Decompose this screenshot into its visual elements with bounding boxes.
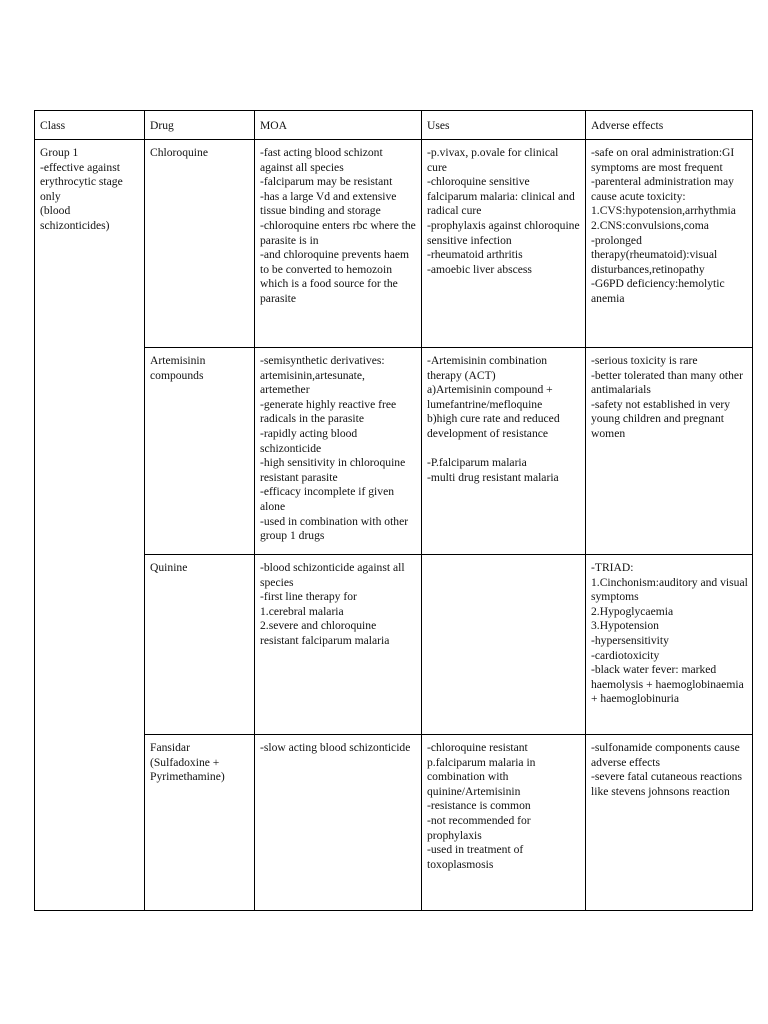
- header-uses: Uses: [422, 111, 586, 140]
- adverse-effects-cell: -TRIAD: 1.Cinchonism:auditory and visual symptoms 2.Hypoglycaemia 3.Hypotension -hypersensitivity -cardiotoxicity -black water fever: marked haemolysis + haemoglobinaemia + haemoglobinuria: [586, 555, 753, 735]
- uses-cell: -p.vivax, p.ovale for clinical cure -chloroquine sensitive falciparum malaria: clinical and radical cure -prophylaxis against chloroquine sensitive infection -rheumatoid arthritis -amoebic liver abscess: [422, 140, 586, 348]
- uses-cell: -Artemisinin combination therapy (ACT) a)Artemisinin compound + lumefantrine/mefloquine b)high cure rate and reduced development of resistance -P.falciparum malaria -multi drug resistant malaria: [422, 348, 586, 555]
- moa-cell: -blood schizonticide against all species -first line therapy for 1.cerebral malaria 2.severe and chloroquine resistant falciparum malaria: [255, 555, 422, 735]
- header-moa: MOA: [255, 111, 422, 140]
- adverse-effects-cell: -safe on oral administration:GI symptoms are most frequent -parenteral administration may cause acute toxicity: 1.CVS:hypotension,arrhythmia 2.CNS:convulsions,coma -prolonged therapy(rheumatoid):visual disturbances,retinopathy -G6PD deficiency:hemolytic anemia: [586, 140, 753, 348]
- uses-cell: -chloroquine resistant p.falciparum malaria in combination with quinine/Artemisinin -resistance is common -not recommended for prophylaxis -used in treatment of toxoplasmosis: [422, 735, 586, 911]
- moa-cell: -slow acting blood schizonticide: [255, 735, 422, 911]
- header-adverse-effects: Adverse effects: [586, 111, 753, 140]
- table-header-row: [35, 111, 753, 140]
- class-cell-group-1: Group 1 -effective against erythrocytic stage only (blood schizonticides): [35, 140, 145, 911]
- moa-cell: -fast acting blood schizont against all species -falciparum may be resistant -has a large Vd and extensive tissue binding and storage -chloroquine enters rbc where the parasite is in -and chloroquine prevents haem to be converted to hemozoin which is a food source for the parasite: [255, 140, 422, 348]
- table-row: [35, 140, 753, 348]
- uses-cell: [422, 555, 586, 735]
- header-class: Class: [35, 111, 145, 140]
- moa-cell: -semisynthetic derivatives: artemisinin,artesunate, artemether -generate highly reactive free radicals in the parasite -rapidly acting blood schizonticide -high sensitivity in chloroquine resistant parasite -efficacy incomplete if given alone -used in combination with other group 1 drugs: [255, 348, 422, 555]
- drug-cell: Quinine: [145, 555, 255, 735]
- antimalarial-drug-table: [34, 110, 753, 911]
- drug-cell: Artemisinin compounds: [145, 348, 255, 555]
- adverse-effects-cell: -sulfonamide components cause adverse effects -severe fatal cutaneous reactions like stevens johnsons reaction: [586, 735, 753, 911]
- drug-cell: Chloroquine: [145, 140, 255, 348]
- adverse-effects-cell: -serious toxicity is rare -better tolerated than many other antimalarials -safety not established in very young children and pregnant women: [586, 348, 753, 555]
- header-drug: Drug: [145, 111, 255, 140]
- drug-cell: Fansidar (Sulfadoxine + Pyrimethamine): [145, 735, 255, 911]
